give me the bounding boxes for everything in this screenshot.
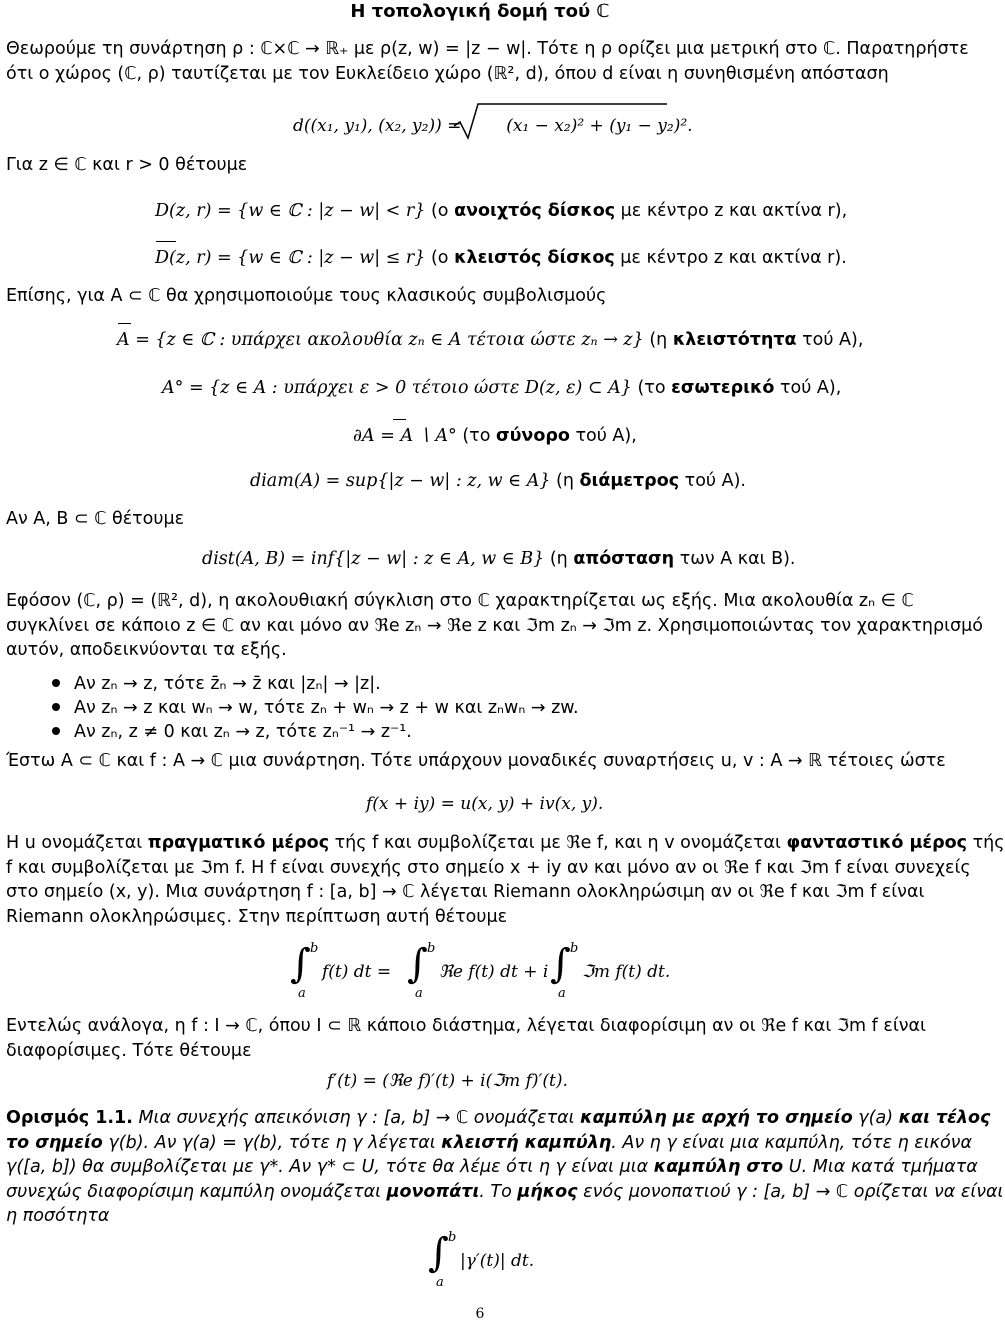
def-l3a: γ([a, b]) θα συμβολίζεται με γ*. Αν γ* ⊂ U, τότε θα λέμε ότι η γ είναι μια (6, 1157, 654, 1177)
integral-term-1: f(t) dt = (322, 962, 392, 982)
convergence-line-2: συγκλίνει σε κάποιο z ∈ ℂ αν και μόνο αν ℜe zₙ → ℜe z και ℑm zₙ → ℑm z. Χρησιμοποιώντας τον χαρακτηρισμό (6, 615, 983, 636)
boundary-math: ∂A = A ∖ A° (353, 426, 457, 446)
closed-curve-term: κλειστή καμπύλη (441, 1132, 612, 1153)
diameter-term: διάμετρος (579, 471, 680, 491)
def-l1a: Μια συνεχής απεικόνιση γ : [a, b] → ℂ ονομάζεται (132, 1108, 581, 1128)
def-l4a: συνεχώς διαφορίσιμη καμπύλη ονομάζεται (6, 1181, 387, 1202)
curve-in-term: καμπύλη στο (653, 1157, 784, 1177)
interior-math: A° = {z ∈ A : υπάρχει ε > 0 τέτοιο ώστε D(z, ε) ⊂ A} (162, 378, 632, 398)
real-imag-paragraph (6, 831, 1005, 929)
convergence-line-1: Εφόσον (ℂ, ρ) = (ℝ², d), η ακολουθιακή σύγκλιση στο ℂ χαρακτηρίζεται ως εξής. Μια ακολουθία zₙ ∈ ℂ (6, 591, 914, 611)
real-part-term: πραγματικό μέρος (147, 833, 330, 853)
closed-disc-post: με κέντρο z και ακτίνα r). (614, 248, 847, 268)
integral-term-2: ℜe f(t) dt + i (439, 962, 549, 982)
dist-pre: (η (544, 549, 574, 569)
realimag-line-2: f και συμβολίζεται με ℑm f. Η f είναι συνεχής στο σημείο x + iy αν και μόνο αν οι ℜe f και ℑm f είναι συνεχείς (6, 857, 971, 878)
bullet-dot (52, 703, 60, 711)
def-l2a: το σημείο (6, 1132, 103, 1153)
diameter-definition (250, 469, 746, 493)
realimag-line-4: Riemann ολοκληρώσιμες. Στην περίπτωση αυτή θέτουμε (6, 906, 508, 927)
realimag-line-3: στο σημείο (x, y). Μια συνάρτηση f : [a, b] → ℂ λέγεται Riemann ολοκληρώσιμη αν οι ℜe f και ℑm f είναι (6, 882, 925, 902)
differentiability-paragraph (6, 1014, 956, 1063)
integral-sign-1: ∫ (290, 941, 311, 987)
diff-line-2: διαφορίσιμες. Τότε θέτουμε (6, 1040, 252, 1061)
distance-end: . (687, 116, 693, 136)
open-disc-post: με κέντρο z και ακτίνα r), (615, 201, 848, 221)
convergence-line-3: αυτόν, αποδεικνύονται τα εξής. (6, 640, 287, 660)
diameter-post: τού A). (679, 471, 746, 491)
integral-2-upper: b (427, 941, 436, 956)
definition-paragraph (6, 1106, 1004, 1229)
integral-1-lower: a (298, 986, 306, 1001)
interior-term: εσωτερικό (671, 378, 775, 398)
dist-math: dist(A, B) = inf{|z − w| : z ∈ A, w ∈ B} (202, 549, 545, 569)
bullet-item-2 (52, 696, 579, 720)
integral-sign-2: ∫ (407, 941, 428, 987)
length-integral-lower: a (436, 1275, 444, 1290)
integral-term-3: ℑm f(t) dt. (582, 962, 671, 982)
closed-disc-term: κλειστός δίσκος (454, 248, 615, 268)
distance-lhs: d((x₁, y₁), (x₂, y₂)) = (293, 116, 462, 136)
closure-term: κλειστότητα (672, 330, 797, 350)
realimag-l1c: τής f και συμβολίζεται με ℜe f, και η v ονομάζεται (329, 833, 787, 853)
closure-math: A = {z ∈ ℂ : υπάρχει ακολουθία zₙ ∈ A τέτοια ώστε zₙ → z} (117, 330, 644, 350)
def-l2d: . Αν η γ είναι μια καμπύλη, τότε η εικόνα (611, 1132, 972, 1153)
bullet-item-1 (52, 672, 381, 696)
curve-term: καμπύλη με αρχή το σημείο (580, 1108, 853, 1128)
def-l1d: και τέλος (898, 1108, 991, 1128)
definition-line-3 (6, 1155, 978, 1180)
bullet-dot (52, 679, 60, 687)
integral-sign-3: ∫ (550, 941, 571, 987)
bullet-text-2: Αν zₙ → z και wₙ → w, τότε zₙ + wₙ → z + w και zₙwₙ → zw. (74, 698, 579, 718)
integral-2-lower: a (415, 986, 423, 1001)
boundary-definition (353, 424, 637, 448)
open-disc-math: D(z, r) = {w ∈ ℂ : |z − w| < r} (155, 201, 426, 221)
def-l1c: γ(a) (852, 1108, 899, 1128)
boundary-pre: (το (456, 426, 496, 446)
diff-line-1: Εντελώς ανάλογα, η f : I → ℂ, όπου I ⊂ ℝ κάποιο διάστημα, λέγεται διαφορίσιμη αν οι ℜe f και ℑm f είναι (6, 1016, 926, 1036)
open-disc-definition (155, 199, 847, 223)
f-decomposition-equation: f(x + iy) = u(x, y) + iv(x, y). (366, 794, 604, 814)
boundary-term: σύνορο (495, 426, 570, 446)
dist-post: των A και B). (674, 549, 796, 569)
integral-3-lower: a (558, 986, 566, 1001)
open-disc-pre: (ο (425, 201, 455, 221)
diameter-math: diam(A) = sup{|z − w| : z, w ∈ A} (250, 471, 551, 491)
section-title: Η τοπολογική δομή τού ℂ (350, 1, 610, 22)
for-z-text: Για z ∈ ℂ και r > 0 θέτουμε (6, 155, 248, 175)
bullet-text-1: Αν zₙ → z, τότε z̄ₙ → z̄ και |zₙ| → |z|. (74, 674, 381, 694)
page-number: 6 (475, 1306, 485, 1322)
intro-line-1: Θεωρούμε τη συνάρτηση ρ : ℂ×ℂ → ℝ₊ με ρ(z, w) = |z − w|. Τότε η ρ ορίζει μια μετρική στο ℂ. Παρατηρήστε (6, 39, 969, 59)
intro-line-2: ότι ο χώρος (ℂ, ρ) ταυτίζεται με τον Ευκλείδειο χώρο (ℝ², d), όπου d είναι η συνηθισμένη απόσταση (6, 63, 889, 84)
closed-disc-definition (155, 246, 847, 270)
boundary-post: τού A), (569, 426, 637, 446)
definition-line-2 (6, 1131, 972, 1156)
length-integral-sign: ∫ (428, 1230, 449, 1276)
realimag-line-1 (6, 831, 1005, 856)
derivative-equation: f′(t) = (ℜe f)′(t) + i(ℑm f)′(t). (327, 1071, 568, 1091)
imag-part-term: φανταστικό μέρος (786, 833, 968, 853)
if-ab-text: Αν A, B ⊂ ℂ θέτουμε (6, 509, 185, 529)
dist-term: απόσταση (573, 549, 675, 569)
def-l2b: γ(b). Αν γ(a) = γ(b), τότε η γ λέγεται (102, 1132, 442, 1153)
convergence-paragraph (6, 589, 983, 663)
path-term: μονοπάτι (386, 1181, 480, 1202)
bullet-text-3: Αν zₙ, z ≠ 0 και zₙ → z, τότε zₙ⁻¹ → z⁻¹. (74, 722, 412, 742)
definition-line-5: η ποσότητα (6, 1206, 110, 1226)
realimag-l1a: Η u ονομάζεται (6, 833, 148, 853)
definition-label: Ορισμός 1.1. (6, 1108, 133, 1128)
diameter-pre: (η (550, 471, 580, 491)
closure-post: τού A), (796, 330, 864, 350)
realimag-l1d: τής (967, 833, 1005, 853)
closed-disc-pre: (ο (425, 248, 455, 268)
interior-pre: (το (631, 378, 672, 398)
def-l4c: . Το (479, 1181, 518, 1202)
interior-definition (162, 376, 841, 400)
closed-disc-overline (156, 241, 176, 242)
open-disc-term: ανοιχτός δίσκος (454, 201, 616, 221)
integral-3-upper: b (570, 941, 579, 956)
sqrt-symbol (452, 100, 672, 142)
interior-post: τού A), (774, 378, 842, 398)
also-text: Επίσης, για A ⊂ ℂ θα χρησιμοποιούμε τους κλασικούς συμβολισμούς (6, 286, 607, 306)
length-term: μήκος (517, 1181, 578, 1202)
boundary-overline (393, 419, 406, 420)
intro-paragraph (6, 37, 969, 86)
length-integral-body: |γ′(t)| dt. (460, 1251, 535, 1271)
closure-definition (117, 328, 863, 352)
bullet-dot (52, 727, 60, 735)
function-text: Έστω A ⊂ ℂ και f : A → ℂ μια συνάρτηση. Τότε υπάρχουν μοναδικές συναρτήσεις u, v : A → ℝ τέτοιες ώστε (6, 751, 946, 771)
closure-overline (118, 323, 131, 324)
definition-line-1 (6, 1106, 991, 1131)
integral-1-upper: b (310, 941, 319, 956)
bullet-item-3 (52, 720, 412, 744)
distance-sets-definition (202, 547, 795, 571)
length-integral-upper: b (448, 1230, 457, 1245)
def-l3c: U. Μια κατά τμήματα (783, 1157, 978, 1177)
closure-pre: (η (643, 330, 673, 350)
distance-radicand: (x₁ − x₂)² + (y₁ − y₂)² (506, 116, 688, 136)
definition-line-4 (6, 1180, 1004, 1205)
def-l4e: ενός μονοπατιού γ : [a, b] → ℂ ορίζεται να είναι (577, 1181, 1004, 1202)
closed-disc-math: D(z, r) = {w ∈ ℂ : |z − w| ≤ r} (155, 248, 426, 268)
